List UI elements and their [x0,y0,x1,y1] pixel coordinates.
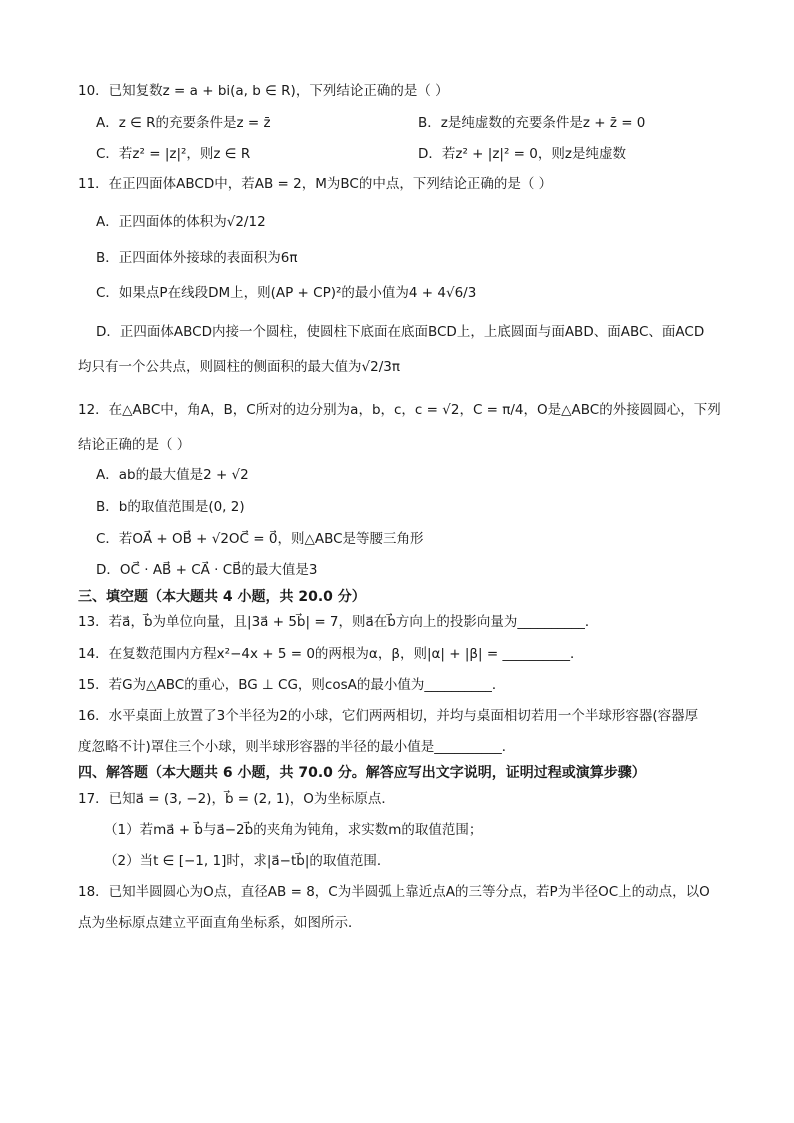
q10-option-c: C．若z² = |z|²，则z ∈ R [96,146,251,162]
q17-part2: （2）当t ∈ [−1, 1]时，求|a⃗−tb⃗|的取值范围． [104,853,391,869]
q11-stem: 11．在正四面体ABCD中，若AB = 2，M为BC的中点，下列结论正确的是（ ） [78,176,553,192]
q10-option-a: A．z ∈ R的充要条件是z = z̄ [96,115,271,131]
q12-option-a: A．ab的最大值是2 + √2 [96,467,249,483]
q18-line1: 18．已知半圆圆心为O点，直径AB = 8，C为半圆弧上靠近点A的三等分点，若P为半径OC上的动点，以O [78,884,710,900]
q16-line1: 16．水平桌面上放置了3个半径为2的小球，它们两两相切，并均与桌面相切若用一个半球形容器(容器厚 [78,708,699,724]
q13: 13．若a⃗，b⃗为单位向量，且|3a⃗ + 5b⃗| = 7，则a⃗在b⃗方向上的投影向量为__________． [78,614,599,630]
q15: 15．若G为△ABC的重心，BG ⊥ CG，则cosA的最小值为__________． [78,677,506,693]
q11-option-d-line2: 均只有一个公共点，则圆柱的侧面积的最大值为√2/3π [78,359,400,375]
q18-line2: 点为坐标原点建立平面直角坐标系，如图所示． [78,915,362,931]
q12-option-b: B．b的取值范围是(0, 2) [96,499,245,515]
q10-option-d: D．若z² + |z|² = 0，则z是纯虚数 [418,146,626,162]
q12-option-d: D．OC⃗ · AB⃗ + CA⃗ · CB⃗的最大值是3 [96,562,318,578]
q14: 14．在复数范围内方程x²−4x + 5 = 0的两根为α，β，则|α| + |β| = __________． [78,646,584,662]
q11-option-b: B．正四面体外接球的表面积为6π [96,250,298,266]
q10-stem: 10．已知复数z = a + bi(a, b ∈ R)，下列结论正确的是（ ） [78,83,449,99]
q12-stem-line2: 结论正确的是（ ） [78,437,191,453]
q11-option-a: A．正四面体的体积为√2/12 [96,214,266,230]
q17-stem: 17．已知a⃗ = (3, −2)，b⃗ = (2, 1)，O为坐标原点． [78,791,395,807]
q11-option-c: C．如果点P在线段DM上，则(AP + CP)²的最小值为4 + 4√6/3 [96,285,477,301]
q17-part1: （1）若ma⃗ + b⃗与a⃗−2b⃗的夹角为钝角，求实数m的取值范围； [104,822,483,838]
q12-option-c: C．若OA⃗ + OB⃗ + √2OC⃗ = 0⃗，则△ABC是等腰三角形 [96,531,424,547]
q10-option-b: B．z是纯虚数的充要条件是z + z̄ = 0 [418,115,646,131]
q16-line2: 度忽略不计)罩住三个小球，则半球形容器的半径的最小值是__________． [78,739,516,755]
section-solution-heading: 四、解答题（本大题共 6 小题，共 70.0 分。解答应写出文字说明，证明过程或演算步骤） [78,765,646,781]
q12-stem-line1: 12．在△ABC中，角A，B，C所对的边分别为a，b，c，c = √2，C = π/4，O是△ABC的外接圆圆心，下列 [78,402,721,418]
q11-option-d-line1: D．正四面体ABCD内接一个圆柱，使圆柱下底面在底面BCD上，上底圆面与面ABD、面ABC、面ACD [96,324,705,340]
section-fill-in-blank-heading: 三、填空题（本大题共 4 小题，共 20.0 分） [78,589,366,605]
